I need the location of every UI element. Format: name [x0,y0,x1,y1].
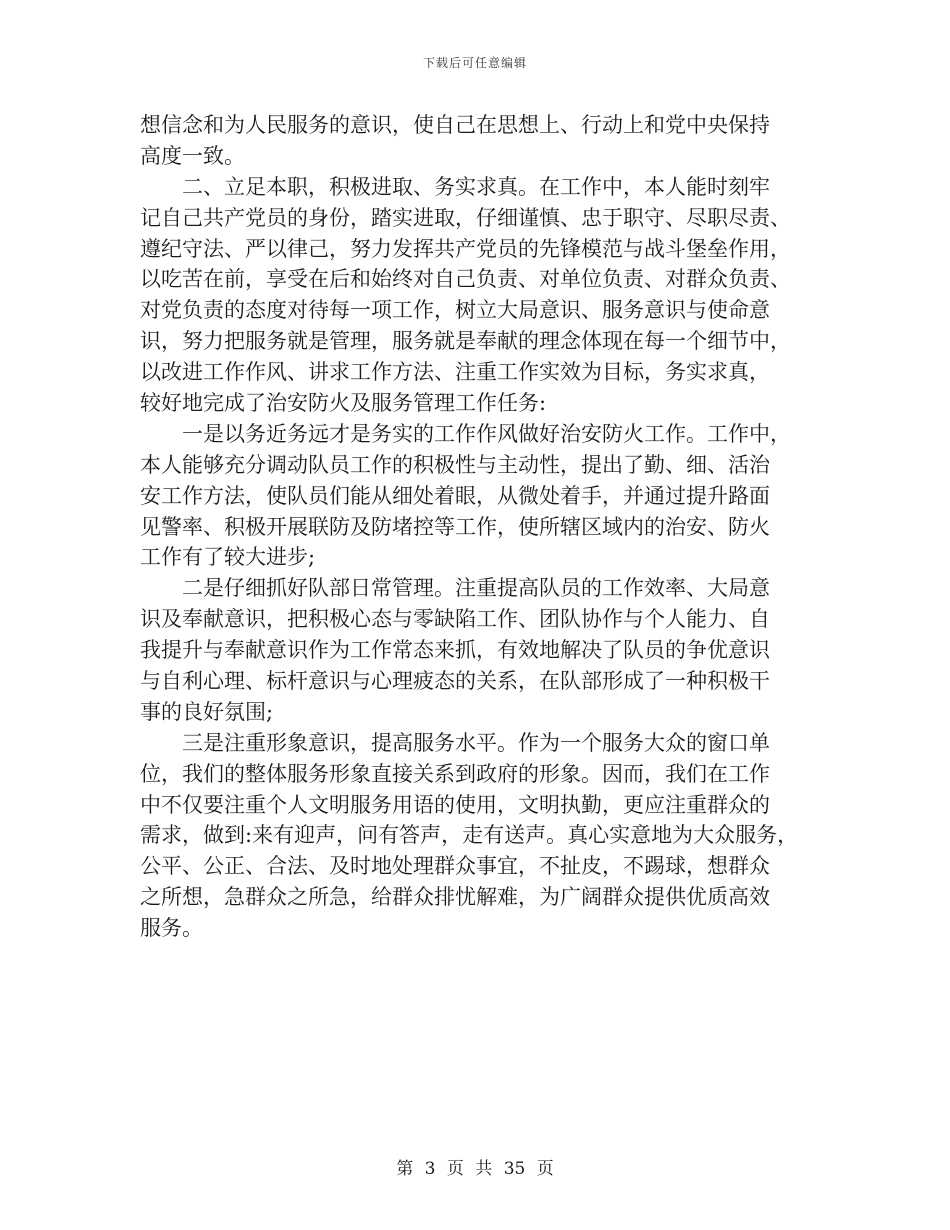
text-line: 本人能够充分调动队员工作的积极性与主动性，提出了勤、细、活治 [140,452,770,477]
text-line: 中不仅要注重个人文明服务用语的使用，文明执勤，更应注重群众的 [140,792,770,817]
text-line: 以吃苦在前，享受在后和始终对自己负责、对单位负责、对群众负责、 [140,267,791,292]
text-line: 位，我们的整体服务形象直接关系到政府的形象。因而，我们在工作 [140,761,770,786]
text-line: 对党负责的态度对待每一项工作，树立大局意识、服务意识与使命意 [140,298,770,323]
text-line: 安工作方法，使队员们能从细处着眼，从微处着手，并通过提升路面 [140,483,770,508]
text-line: 想信念和为人民服务的意识，使自己在思想上、行动上和党中央保持 [140,113,770,137]
text-line: 高度一致。 [140,143,245,168]
text-line: 工作有了较大进步; [140,545,316,570]
text-line: 三是注重形象意识，提高服务水平。作为一个服务大众的窗口单 [182,730,770,755]
text-line: 需求，做到:来有迎声，问有答声，走有送声。真心实意地为大众服务， [140,823,799,848]
text-line: 以改进工作作风、讲求工作方法、注重工作实效为目标，务实求真， [140,360,770,385]
page-number: 第 3 页 共 35 页 [396,1159,554,1179]
text-line: 一是以务近务远才是务实的工作作风做好治安防火工作。工作中， [182,421,791,446]
text-line: 识，努力把服务就是管理，服务就是奉献的理念体现在每一个细节中， [140,329,791,354]
text-line: 识及奉献意识，把积极心态与零缺陷工作、团队协作与个人能力、自 [140,607,770,632]
text-line: 记自己共产党员的身份，踏实进取，仔细谨慎、忠于职守、尽职尽责、 [140,205,791,230]
text-line: 二是仔细抓好队部日常管理。注重提高队员的工作效率、大局意 [182,576,770,601]
text-line: 与自利心理、标杆意识与心理疲态的关系，在队部形成了一种积极干 [140,669,770,694]
text-line: 较好地完成了治安防火及服务管理工作任务: [140,391,547,416]
text-line: 遵纪守法、严以律己，努力发挥共产党员的先锋模范与战斗堡垒作用， [140,236,791,261]
text-line: 服务。 [140,916,203,941]
text-line: 二、立足本职，积极进取、务实求真。在工作中，本人能时刻牢 [182,174,770,199]
text-line: 之所想，急群众之所急，给群众排忧解难，为广阔群众提供优质高效 [140,885,770,910]
text-line: 见警率、积极开展联防及防堵控等工作，使所辖区域内的治安、防火 [140,514,770,539]
header-note: 下载后可任意编辑 [422,56,527,70]
text-line: 公平、公正、合法、及时地处理群众事宜，不扯皮，不踢球，想群众 [140,854,770,879]
text-line: 我提升与奉献意识作为工作常态来抓，有效地解决了队员的争优意识 [140,638,770,663]
text-line: 事的良好氛围; [140,699,274,724]
document-body [140,110,820,944]
